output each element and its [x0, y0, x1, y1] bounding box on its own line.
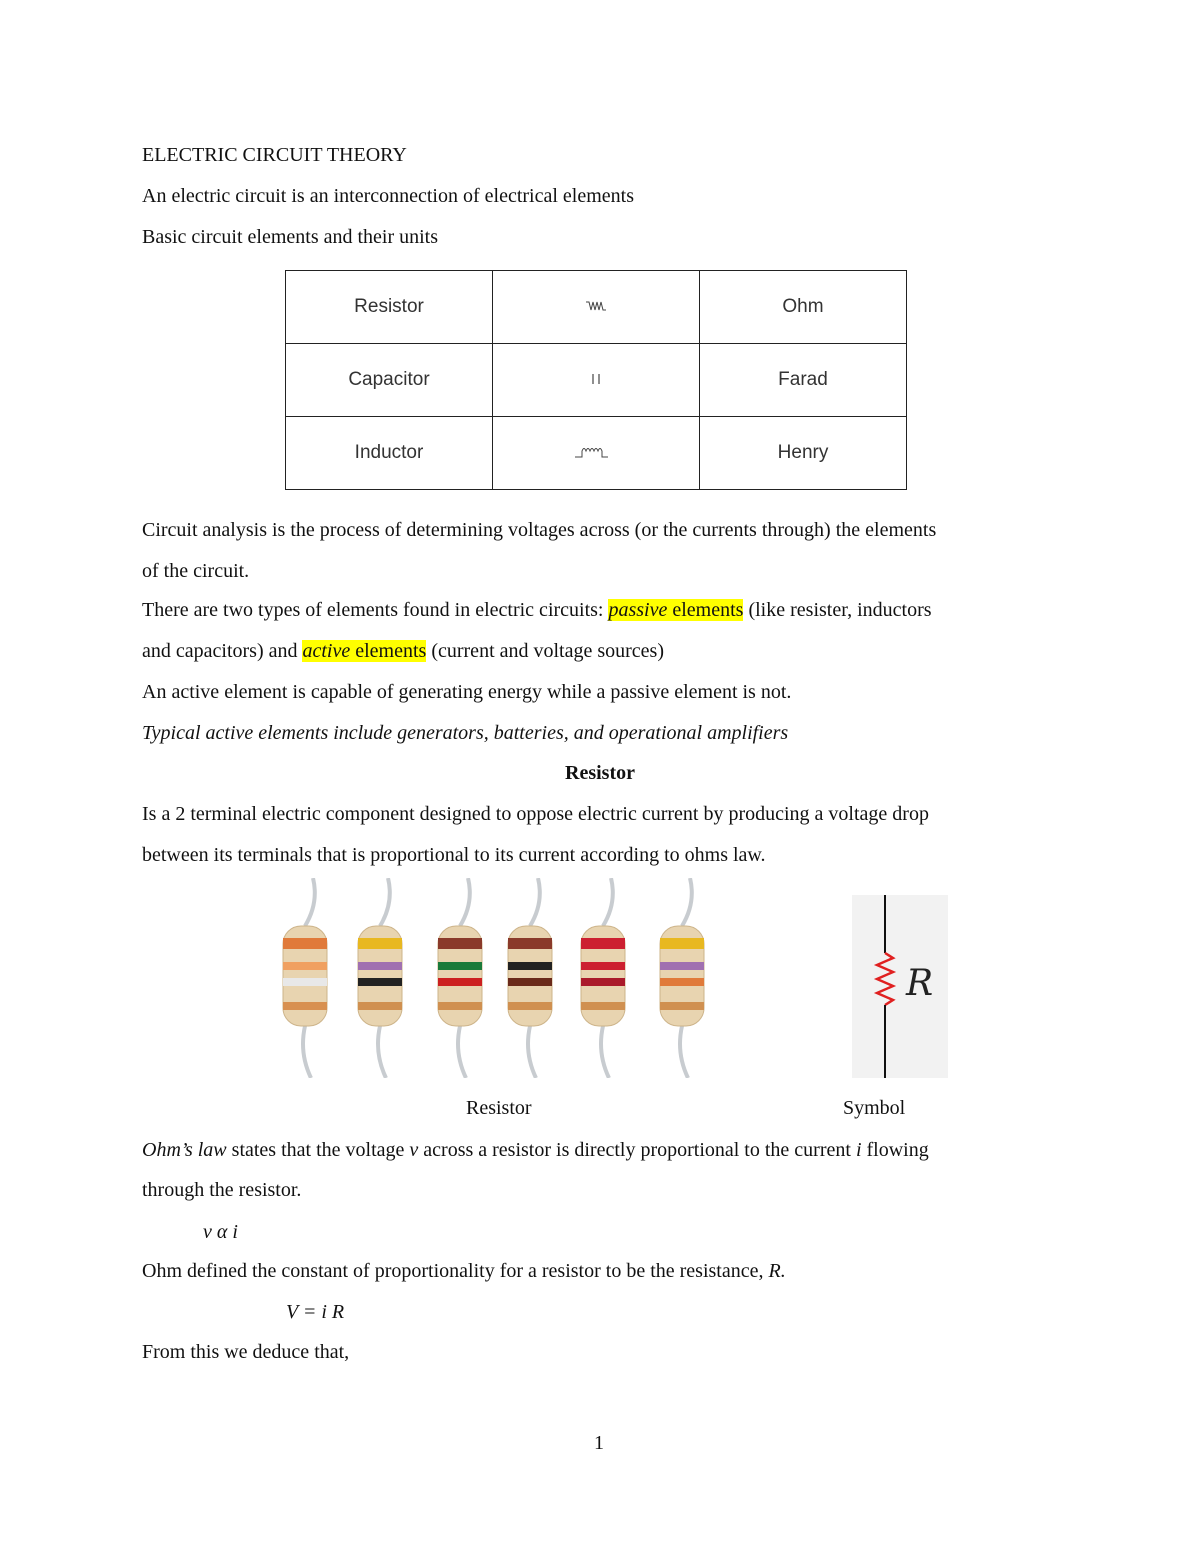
text-span: (current and voltage sources) — [426, 640, 665, 662]
var-i: i — [855, 1139, 862, 1161]
var-v: v — [409, 1139, 419, 1161]
analysis-paragraph-line2: of the circuit. — [142, 560, 250, 582]
text-span: There are two types of elements found in electric circuits: — [142, 599, 609, 621]
text-span: elements — [350, 640, 427, 662]
text-span: (like resister, inductors — [743, 599, 932, 621]
capacitor-symbol-icon — [493, 344, 700, 417]
term-passive: passive — [608, 599, 668, 621]
text-span: elements — [667, 599, 744, 621]
resistor-caption: Resistor — [466, 1097, 532, 1119]
resistor-component — [358, 878, 402, 1078]
analysis-paragraph-line1: Circuit analysis is the process of determining voltages across (or the currents through) the elements — [142, 519, 937, 541]
symbol-caption: Symbol — [843, 1097, 906, 1119]
resistor-symbol-icon — [493, 271, 700, 344]
ohm-law-line1 — [142, 1138, 929, 1162]
element-unit: Henry — [700, 417, 907, 490]
resistor-color-band — [508, 1002, 552, 1010]
text-span: states that the voltage — [226, 1139, 410, 1161]
resistor-color-band — [660, 962, 704, 970]
resistor-symbol-image — [852, 895, 948, 1078]
resistor-definition-line1: Is a 2 terminal electric component designed to oppose electric current by producing a voltage drop — [142, 803, 929, 825]
inductor-symbol-icon — [493, 417, 700, 490]
text-span: across a resistor is directly proportional to the current — [418, 1139, 856, 1161]
element-name: Inductor — [286, 417, 493, 490]
types-paragraph-line1 — [142, 598, 932, 622]
ohm-law-line2: through the resistor. — [142, 1179, 302, 1201]
resistor-color-band — [283, 962, 327, 970]
var-R: R. — [768, 1260, 786, 1282]
symbol-letter: R — [906, 963, 934, 1004]
resistor-color-band — [358, 962, 402, 970]
text-span: and capacitors) and — [142, 640, 303, 662]
element-name: Resistor — [286, 271, 493, 344]
elements-table — [285, 270, 907, 490]
types-paragraph-line2 — [142, 639, 664, 663]
ohm-equation: V = i R — [286, 1301, 345, 1323]
resistor-color-band — [581, 1002, 625, 1010]
resistor-definition-line2: between its terminals that is proportional to its current according to ohms law. — [142, 844, 766, 866]
element-unit: Ohm — [700, 271, 907, 344]
highlight-active — [302, 640, 426, 662]
page-title: ELECTRIC CIRCUIT THEORY — [142, 144, 407, 166]
resistor-color-band — [358, 938, 402, 949]
intro-paragraph: An electric circuit is an interconnection of electrical elements — [142, 185, 634, 207]
term-active: active — [302, 640, 351, 662]
ohm-defined-line — [142, 1259, 786, 1283]
page-number: 1 — [594, 1432, 604, 1454]
resistor-color-band — [508, 938, 552, 949]
resistor-color-band — [283, 938, 327, 949]
resistor-color-band — [358, 1002, 402, 1010]
resistor-color-band — [438, 978, 482, 986]
resistor-color-band — [660, 1002, 704, 1010]
basic-elements-label: Basic circuit elements and their units — [142, 226, 439, 248]
resistor-color-band — [438, 1002, 482, 1010]
resistor-color-band — [581, 978, 625, 986]
highlight-passive — [608, 599, 743, 621]
proportional-equation: v α i — [203, 1221, 238, 1243]
resistor-component — [438, 878, 482, 1078]
resistor-heading: Resistor — [565, 762, 635, 784]
term-ohms-law: Ohm’s law — [142, 1139, 227, 1161]
resistor-color-band — [283, 1002, 327, 1010]
resistor-component — [508, 878, 552, 1078]
resistor-color-band — [438, 962, 482, 970]
text-span: Ohm defined the constant of proportionality for a resistor to be the resistance, — [142, 1260, 769, 1282]
active-definition: An active element is capable of generating energy while a passive element is not. — [142, 681, 792, 703]
resistor-color-band — [581, 962, 625, 970]
resistor-color-band — [508, 978, 552, 986]
table-row — [286, 344, 907, 417]
resistor-color-band — [660, 938, 704, 949]
resistor-component — [581, 878, 625, 1078]
table-row — [286, 271, 907, 344]
typical-active-elements: Typical active elements include generators, batteries, and operational amplifiers — [142, 722, 789, 744]
deduce-line: From this we deduce that, — [142, 1341, 350, 1363]
resistors-image — [280, 878, 720, 1078]
resistor-color-band — [438, 938, 482, 949]
resistor-color-band — [283, 978, 327, 986]
resistor-component — [660, 878, 704, 1078]
element-unit: Farad — [700, 344, 907, 417]
text-span: flowing — [861, 1139, 929, 1161]
element-name: Capacitor — [286, 344, 493, 417]
table-row — [286, 417, 907, 490]
resistor-component — [283, 878, 327, 1078]
resistor-color-band — [660, 978, 704, 986]
resistor-color-band — [581, 938, 625, 949]
resistor-color-band — [358, 978, 402, 986]
resistor-color-band — [508, 962, 552, 970]
